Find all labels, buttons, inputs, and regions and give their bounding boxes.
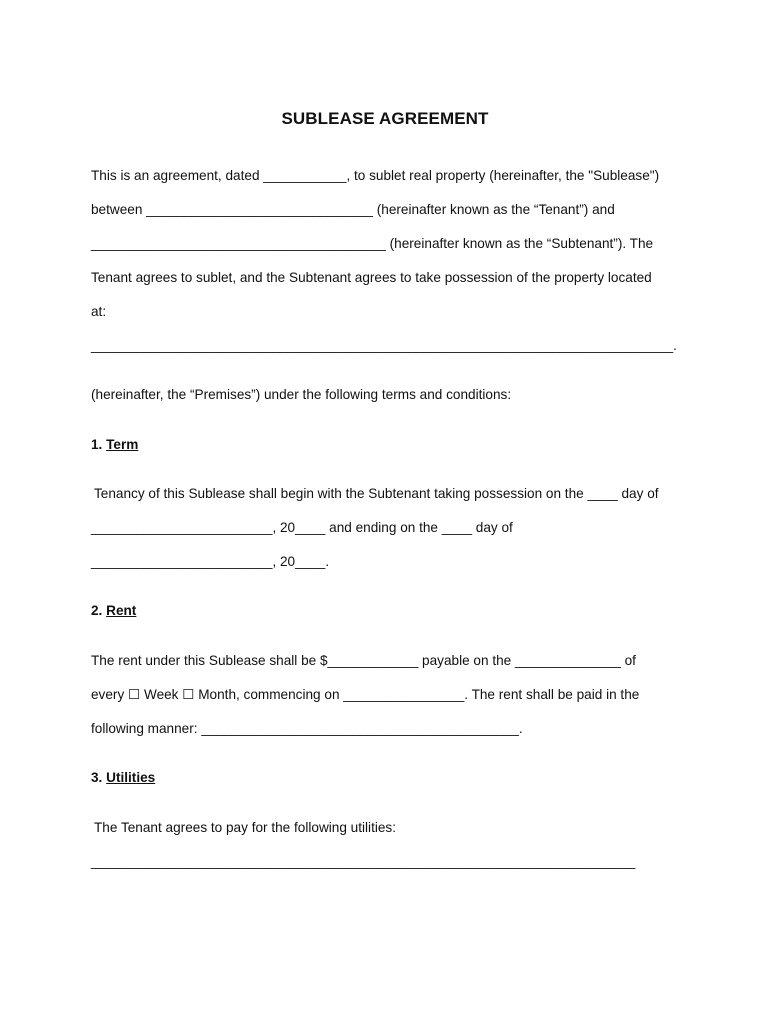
intro-line-3: _______________________________________ (hereinafter known as the “Subtenant”). The bbox=[91, 236, 654, 251]
intro-line-1: This is an agreement, dated ___________, to sublet real property (hereinafter, the "Sublease") bbox=[91, 168, 660, 183]
section-number: 3. bbox=[91, 770, 103, 785]
intro-line-5: at: bbox=[91, 304, 107, 319]
term-line-1: Tenancy of this Sublease shall begin with the Subtenant taking possession on the ____ day of bbox=[94, 486, 659, 501]
document-title: SUBLEASE AGREEMENT bbox=[281, 109, 489, 128]
utilities-blank-line: ________________________________________________________________________ bbox=[91, 854, 636, 869]
section-title: Rent bbox=[106, 603, 137, 618]
section-term-heading bbox=[91, 437, 138, 452]
section-title: Term bbox=[106, 437, 139, 452]
section-rent-heading bbox=[91, 603, 136, 618]
section-number: 1. bbox=[91, 437, 103, 452]
intro-line-4: Tenant agrees to sublet, and the Subtenant agrees to take possession of the property located bbox=[91, 270, 652, 285]
utilities-line-1: The Tenant agrees to pay for the following utilities: bbox=[94, 820, 397, 835]
rent-line-3: following manner: __________________________________________. bbox=[91, 721, 523, 736]
rent-line-2: every ☐ Week ☐ Month, commencing on ________________. The rent shall be paid in the bbox=[91, 687, 640, 702]
term-line-3: ________________________, 20____. bbox=[91, 554, 330, 569]
intro-line-2: between ______________________________ (hereinafter known as the “Tenant”) and bbox=[91, 202, 615, 217]
intro-line-7: (hereinafter, the “Premises”) under the following terms and conditions: bbox=[91, 387, 512, 402]
section-number: 2. bbox=[91, 603, 103, 618]
section-utilities-heading bbox=[91, 770, 155, 785]
premises-address-blank: _____________________________________________________________________________. bbox=[91, 338, 677, 353]
term-line-2: ________________________, 20____ and ending on the ____ day of bbox=[91, 520, 513, 535]
rent-line-1: The rent under this Sublease shall be $____________ payable on the ______________ of bbox=[91, 653, 636, 668]
section-title: Utilities bbox=[106, 770, 156, 785]
